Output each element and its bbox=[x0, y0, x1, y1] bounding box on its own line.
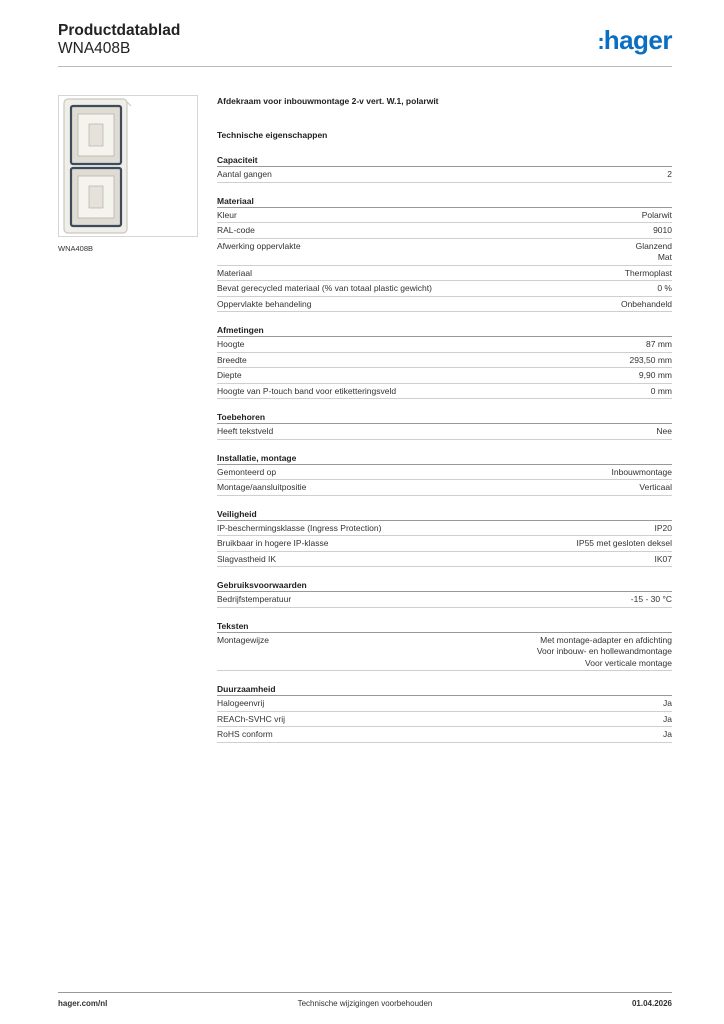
spec-row bbox=[217, 696, 672, 712]
spec-label: Oppervlakte behandeling bbox=[217, 298, 312, 309]
spec-value bbox=[537, 635, 672, 670]
spec-row bbox=[217, 208, 672, 224]
spec-section bbox=[217, 196, 672, 313]
section-title: Toebehoren bbox=[217, 412, 672, 424]
spec-row bbox=[217, 281, 672, 297]
spec-value-line: Mat bbox=[657, 252, 672, 262]
spec-label: Diepte bbox=[217, 370, 242, 380]
spec-value bbox=[636, 241, 672, 264]
spec-row bbox=[217, 521, 672, 537]
spec-value bbox=[646, 339, 672, 351]
spec-label: Slagvastheid IK bbox=[217, 553, 277, 564]
spec-row bbox=[217, 297, 672, 313]
section-title: Teksten bbox=[217, 621, 672, 633]
section-title: Gebruiksvoorwaarden bbox=[217, 580, 672, 592]
spec-value bbox=[639, 482, 672, 494]
spec-value bbox=[663, 714, 672, 726]
spec-label: Montage/aansluitpositie bbox=[217, 482, 307, 492]
spec-section bbox=[217, 509, 672, 568]
spec-value bbox=[577, 538, 672, 550]
spec-label: RAL-code bbox=[217, 225, 255, 235]
cover-frame-illustration bbox=[59, 96, 197, 236]
section-title: Installatie, montage bbox=[217, 453, 672, 465]
spec-row bbox=[217, 266, 672, 282]
spec-value bbox=[642, 210, 672, 222]
spec-value bbox=[663, 729, 672, 741]
spec-section bbox=[217, 412, 672, 440]
spec-row bbox=[217, 536, 672, 552]
spec-row bbox=[217, 465, 672, 481]
spec-label: Aantal gangen bbox=[217, 169, 272, 179]
spec-label: Afwerking oppervlakte bbox=[217, 240, 301, 251]
spec-label: Heeft tekstveld bbox=[217, 426, 274, 436]
spec-value-line: Ja bbox=[663, 713, 672, 724]
spec-label: REACh-SVHC vrij bbox=[217, 713, 286, 724]
spec-label: Breedte bbox=[217, 354, 247, 365]
spec-row bbox=[217, 727, 672, 743]
footer-date: 01.04.2026 bbox=[631, 999, 672, 1008]
spec-value-line: Onbehandeld bbox=[620, 298, 672, 309]
spec-row bbox=[217, 712, 672, 728]
spec-value-line: Ja bbox=[663, 729, 672, 739]
spec-content bbox=[217, 96, 672, 743]
product-image bbox=[58, 95, 198, 237]
spec-value bbox=[655, 554, 673, 566]
spec-label: Gemonteerd op bbox=[217, 466, 277, 477]
tech-properties-heading: Technische eigenschappen bbox=[217, 130, 328, 140]
spec-label: IP-beschermingsklasse (Ingress Protection) bbox=[217, 522, 382, 533]
spec-value bbox=[655, 523, 673, 535]
spec-value-line: Ja bbox=[663, 698, 672, 708]
spec-value bbox=[639, 370, 672, 382]
spec-value-line: 2 bbox=[667, 169, 672, 179]
spec-label: Hoogte van P-touch band voor etiketteringsveld bbox=[217, 385, 397, 396]
spec-value-line: 293,50 mm bbox=[629, 354, 672, 365]
spec-value bbox=[663, 698, 672, 710]
spec-value-line: -15 - 30 °C bbox=[630, 594, 672, 604]
page-header bbox=[58, 20, 672, 68]
spec-value-line: 0 % bbox=[657, 283, 672, 293]
spec-row bbox=[217, 353, 672, 369]
spec-row bbox=[217, 480, 672, 496]
spec-value-line: Nee bbox=[656, 426, 672, 436]
header-divider bbox=[58, 66, 672, 67]
spec-value-line: 87 mm bbox=[646, 339, 672, 349]
spec-value bbox=[657, 283, 672, 295]
section-title: Duurzaamheid bbox=[217, 684, 672, 696]
spec-value-line: Glanzend bbox=[635, 240, 672, 251]
spec-row bbox=[217, 167, 672, 183]
spec-value-line: Verticaal bbox=[639, 482, 672, 492]
spec-value bbox=[667, 169, 672, 181]
spec-row bbox=[217, 223, 672, 239]
spec-row bbox=[217, 239, 672, 266]
spec-label: Halogeenvrij bbox=[217, 698, 265, 708]
footer-divider bbox=[58, 992, 672, 993]
spec-value-line: Inbouwmontage bbox=[611, 466, 672, 477]
spec-row bbox=[217, 592, 672, 608]
spec-value-line: Met montage-adapter en afdichting bbox=[540, 634, 672, 645]
spec-row bbox=[217, 633, 672, 672]
spec-value-line: 0 mm bbox=[650, 385, 672, 396]
spec-label: Hoogte bbox=[217, 339, 245, 349]
spec-value-line: 9,90 mm bbox=[638, 370, 672, 380]
section-title: Veiligheid bbox=[217, 509, 672, 521]
spec-section bbox=[217, 155, 672, 183]
spec-value bbox=[612, 467, 673, 479]
spec-label: Montagewijze bbox=[217, 634, 269, 645]
spec-section bbox=[217, 453, 672, 496]
spec-value bbox=[625, 268, 672, 280]
spec-value bbox=[653, 225, 672, 237]
spec-value-line: Voor verticale montage bbox=[585, 657, 672, 668]
spec-value-line: Voor inbouw- en hollewandmontage bbox=[536, 646, 672, 656]
spec-value bbox=[631, 594, 672, 606]
spec-value-line: IK07 bbox=[654, 553, 672, 564]
spec-label: Bevat gerecycled materiaal (% van totaal plastic gewicht) bbox=[217, 283, 432, 293]
spec-row bbox=[217, 384, 672, 400]
spec-value bbox=[656, 426, 672, 438]
spec-value bbox=[651, 386, 672, 398]
section-title: Capaciteit bbox=[217, 155, 672, 167]
footer-disclaimer: Technische wijzigingen voorbehouden bbox=[297, 999, 433, 1008]
product-description: Afdekraam voor inbouwmontage 2-v vert. W.1, polarwit bbox=[217, 96, 439, 106]
spec-row bbox=[217, 552, 672, 568]
document-title: Productdatablad bbox=[58, 22, 181, 39]
spec-row bbox=[217, 368, 672, 384]
spec-sections bbox=[217, 155, 672, 743]
spec-row bbox=[217, 337, 672, 353]
spec-label: RoHS conform bbox=[217, 729, 273, 739]
footer-website[interactable]: hager.com/nl bbox=[58, 999, 108, 1008]
spec-label: Materiaal bbox=[217, 267, 252, 278]
section-title: Afmetingen bbox=[217, 325, 672, 337]
image-caption: WNA408B bbox=[58, 244, 94, 253]
spec-value bbox=[629, 355, 672, 367]
spec-value bbox=[621, 299, 672, 311]
product-code: WNA408B bbox=[58, 40, 131, 57]
spec-section bbox=[217, 621, 672, 672]
spec-label: Bruikbaar in hogere IP-klasse bbox=[217, 538, 329, 548]
spec-value-line: Polarwit bbox=[641, 209, 672, 220]
spec-value-line: IP20 bbox=[654, 522, 672, 533]
spec-row bbox=[217, 424, 672, 440]
spec-label: Kleur bbox=[217, 209, 237, 220]
hager-logo: :hager bbox=[597, 25, 672, 55]
spec-value-line: IP55 met gesloten deksel bbox=[576, 538, 672, 548]
section-title: Materiaal bbox=[217, 196, 672, 208]
spec-label: Bedrijfstemperatuur bbox=[217, 594, 292, 604]
spec-value-line: Thermoplast bbox=[624, 267, 672, 278]
spec-section bbox=[217, 325, 672, 399]
spec-value-line: 9010 bbox=[653, 225, 672, 235]
spec-section bbox=[217, 580, 672, 608]
spec-section bbox=[217, 684, 672, 743]
